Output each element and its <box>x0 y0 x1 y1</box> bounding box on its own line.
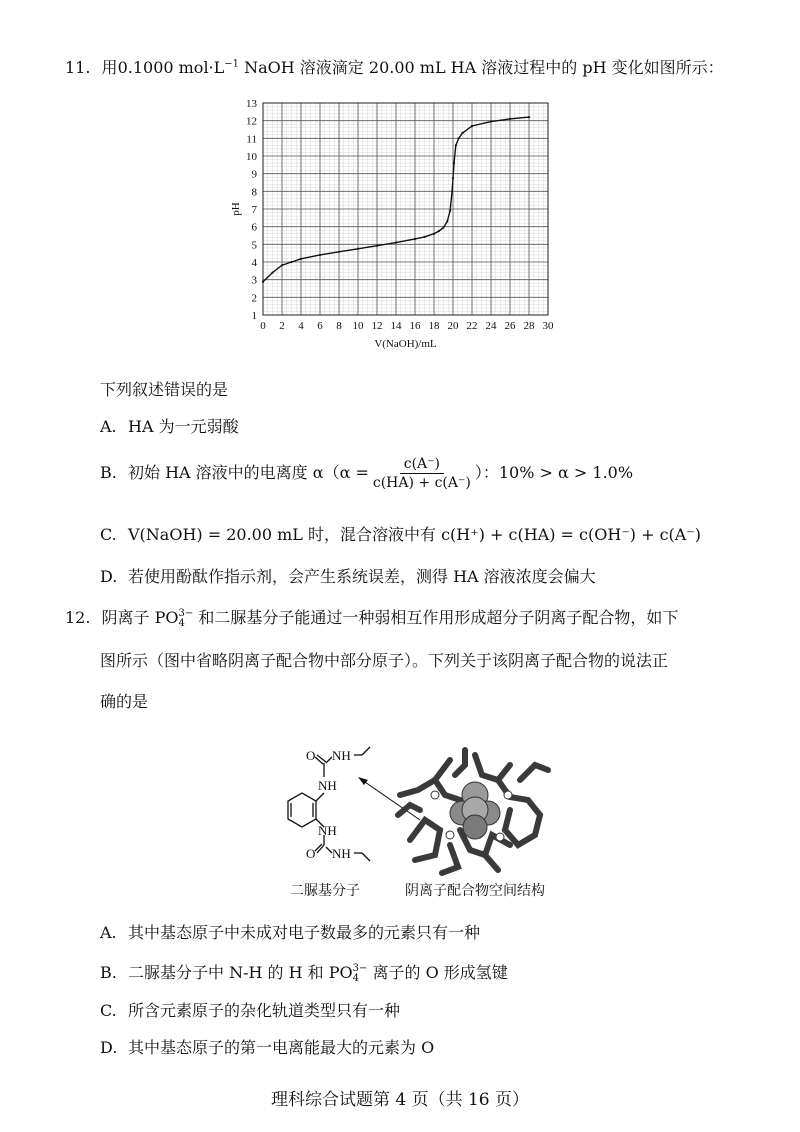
titration-chart <box>225 95 565 363</box>
x-tick-label: 28 <box>523 320 535 332</box>
y-tick-label: 8 <box>251 186 257 199</box>
label-nh3: NH <box>318 823 337 838</box>
option-text: 二脲基分子中 N-H 的 H 和 PO <box>128 963 353 982</box>
option-text: 初始 HA 溶液中的电离度 α（α = <box>128 463 369 482</box>
option-letter: C. <box>100 1001 117 1020</box>
data-point <box>338 251 340 253</box>
data-point <box>451 190 453 192</box>
page-footer: 理科综合试题第 4 页（共 16 页） <box>270 1090 530 1110</box>
po-subscript: 4 <box>178 617 185 629</box>
q11-stem <box>65 55 724 78</box>
po-subscript: 4 <box>352 972 360 984</box>
y-tick-label: 1 <box>251 310 257 322</box>
q12-line1-text: 阴离子 PO <box>101 608 179 627</box>
x-tick-label: 8 <box>336 320 342 332</box>
data-point <box>423 236 425 238</box>
x-tick-label: 30 <box>542 320 554 332</box>
y-axis-label: pH <box>230 202 242 216</box>
q11-stem-after: NaOH 溶液滴定 20.00 mL HA 溶液过程中的 pH 变化如图所示： <box>239 58 724 77</box>
q11-option-b[interactable] <box>100 456 633 491</box>
data-point <box>461 132 463 134</box>
data-point <box>471 125 473 127</box>
option-letter: A. <box>100 417 117 436</box>
x-tick-label: 14 <box>390 320 402 332</box>
q12-option-c[interactable] <box>100 998 400 1021</box>
q12-line1-tail: 和二脲基分子能通过一种弱相互作用形成超分子阴离子配合物，如下 <box>193 608 679 627</box>
x-tick-label: 20 <box>447 320 459 332</box>
q12-line1 <box>65 605 678 629</box>
data-point <box>438 230 440 232</box>
q12-option-a[interactable] <box>100 920 480 943</box>
q11-option-a[interactable] <box>100 414 239 437</box>
label-o1: O <box>306 748 316 763</box>
data-point <box>490 120 492 122</box>
x-tick-label: 12 <box>371 320 383 332</box>
q11-option-c[interactable] <box>100 522 701 545</box>
x-tick-label: 0 <box>260 320 266 332</box>
data-point <box>376 245 378 247</box>
option-letter: D. <box>100 567 118 586</box>
x-tick-label: 10 <box>352 320 364 332</box>
po-charge: 3− <box>178 607 194 619</box>
q11-number: 11. <box>65 58 91 77</box>
data-point <box>281 264 283 266</box>
y-tick-label: 9 <box>251 168 257 181</box>
y-tick-label: 5 <box>251 239 257 252</box>
q12-line3: 确的是 <box>100 692 149 711</box>
arrow-icon <box>358 777 420 820</box>
y-tick-label: 3 <box>251 274 257 287</box>
label-o2: O <box>306 846 316 861</box>
option-letter: A. <box>100 923 117 942</box>
data-point <box>449 210 451 212</box>
label-nh1: NH <box>332 748 351 763</box>
y-tick-label: 12 <box>246 115 257 128</box>
option-text: V(NaOH) = 20.00 mL 时，混合溶液中有 c(H⁺) + c(HA) = c(OH⁻) + c(A⁻) <box>128 525 702 544</box>
label-nh2: NH <box>318 778 337 793</box>
x-tick-label: 4 <box>298 320 304 332</box>
x-tick-label: 18 <box>428 320 440 332</box>
caption-complex: 阴离子配合物空间结构 <box>405 883 545 899</box>
x-axis-label: V(NaOH)/mL <box>374 338 437 350</box>
fraction-numerator: c(A⁻) <box>400 456 444 474</box>
data-point <box>455 144 457 146</box>
data-point <box>453 162 455 164</box>
data-point <box>262 281 264 283</box>
data-point <box>446 220 448 222</box>
molecule-figure <box>260 735 600 880</box>
data-point <box>414 238 416 240</box>
fraction-denominator: c(HA) + c(A⁻) <box>372 475 471 491</box>
y-tick-label: 4 <box>251 257 257 269</box>
option-text-tail: 离子的 O 形成氢键 <box>367 963 508 982</box>
data-point <box>300 258 302 260</box>
option-text: 其中基态原子中未成对电子数最多的元素只有一种 <box>128 923 481 942</box>
label-nh4: NH <box>332 846 351 861</box>
x-tick-label: 6 <box>317 320 323 332</box>
q12-option-b[interactable] <box>100 960 508 984</box>
option-tail: ）：10% > α > 1.0% <box>474 463 634 482</box>
data-point <box>442 226 444 228</box>
x-tick-label: 2 <box>279 320 285 332</box>
option-letter: C. <box>100 525 117 544</box>
data-point <box>290 261 292 263</box>
y-tick-label: 7 <box>251 204 257 216</box>
option-letter: B. <box>100 963 117 982</box>
q11-conc-exp: −1 <box>224 58 240 70</box>
alpha-fraction <box>373 456 471 491</box>
x-tick-label: 22 <box>466 320 478 332</box>
y-tick-label: 6 <box>251 221 257 234</box>
diurea-skeleton <box>288 747 370 861</box>
q11-stem-before: 用 <box>101 58 118 77</box>
data-point <box>271 272 273 274</box>
caption-diurea: 二脲基分子 <box>290 883 360 899</box>
x-tick-label: 26 <box>504 320 516 332</box>
q11-conc: 0.1000 mol·L <box>117 58 225 77</box>
q12-option-d[interactable] <box>100 1035 434 1058</box>
data-point <box>458 137 460 139</box>
y-tick-label: 13 <box>246 98 257 110</box>
data-point <box>395 241 397 243</box>
y-tick-label: 2 <box>251 292 257 305</box>
data-point <box>509 118 511 120</box>
option-text: 其中基态原子的第一电离能最大的元素为 O <box>128 1038 435 1057</box>
q11-prompt: 下列叙述错误的是 <box>100 380 229 399</box>
data-point <box>433 233 435 235</box>
x-tick-label: 24 <box>485 320 497 332</box>
q11-option-d[interactable] <box>100 564 596 587</box>
data-point <box>452 177 454 179</box>
option-letter: D. <box>100 1038 118 1057</box>
q12-number: 12. <box>65 608 91 627</box>
option-text: HA 为一元弱酸 <box>128 417 239 436</box>
po-charge: 3− <box>352 962 368 974</box>
y-tick-label: 10 <box>246 151 257 163</box>
data-point <box>357 248 359 250</box>
x-tick-label: 16 <box>409 320 421 332</box>
data-point <box>528 116 530 118</box>
option-letter: B. <box>100 463 117 482</box>
data-point <box>319 254 321 256</box>
option-text: 若使用酚酞作指示剂，会产生系统误差，测得 HA 溶液浓度会偏大 <box>128 567 596 586</box>
y-tick-label: 11 <box>246 133 257 146</box>
option-text: 所含元素原子的杂化轨道类型只有一种 <box>128 1001 401 1020</box>
q12-line2: 图所示（图中省略阴离子配合物中部分原子）。下列关于该阴离子配合物的说法正 <box>100 651 669 670</box>
